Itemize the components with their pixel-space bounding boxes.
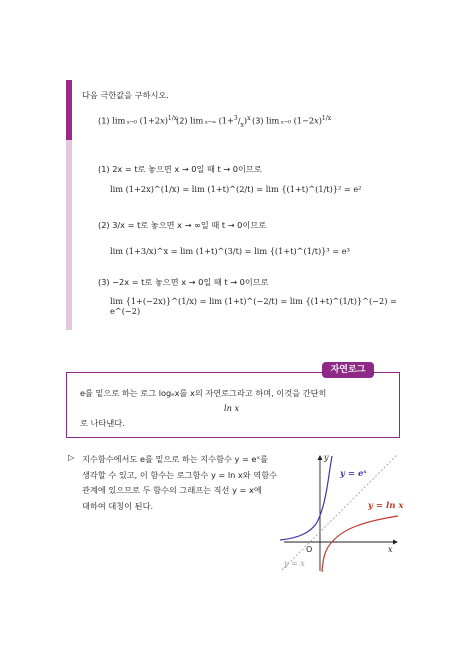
definition-formula: ln x [224, 403, 240, 413]
definition-title: 자연로그 [322, 362, 374, 378]
note-text [82, 452, 277, 514]
problem-prompt: 다음 극한값을 구하시오. [82, 90, 169, 100]
origin-label: O [306, 545, 313, 554]
solution-1-intro: (1) 2x = t로 놓으면 x → 0일 때 t → 0이므로 [98, 164, 262, 174]
x-axis-label: x [388, 545, 393, 554]
x-axis-arrow [393, 540, 398, 545]
curve-ln [322, 516, 398, 572]
solution-3-equation: lim {1+(−2x)}^(1/x) = lim (1+t)^(−2/t) = lim {(1+t)^(1/t)}^(−2) = e^(−2) [110, 296, 397, 316]
accent-bar-top [66, 80, 72, 140]
solution-2-intro: (2) 3/x = t로 놓으면 x → ∞일 때 t → 0이므로 [98, 220, 267, 230]
ln-curve-label: y = ln x [368, 501, 404, 511]
solution-2-equation: lim (1+3/x)^x = lim (1+t)^(3/t) = lim {(1+t)^(1/t)}³ = e³ [110, 246, 350, 256]
note-line-1: 지수함수에서도 e를 밑으로 하는 지수함수 y = eˣ를 [82, 454, 268, 464]
yx-line-label: y = x [284, 559, 305, 568]
solution-3-intro: (3) −2x = t로 놓으면 x → 0일 때 t → 0이므로 [98, 277, 269, 287]
y-axis-label: y [324, 453, 329, 462]
accent-bar-solution [66, 140, 72, 330]
problem-item-2: (2) lim x→∞ $(1+^3/_x)^x$ [176, 115, 251, 129]
solution-1-equation: lim (1+2x)^(1/x) = lim (1+t)^(2/t) = lim {(1+t)^(1/t)}² = e² [110, 184, 362, 194]
note-line-2: 생각할 수 있고, 이 함수는 로그함수 y = ln x와 역함수 [82, 469, 278, 480]
problem-item-1: (1) lim x→0 $(1+2x)^{1/x}$ [98, 115, 178, 126]
definition-line-2: 로 나타낸다. [80, 418, 125, 428]
note-marker: ▷ [68, 452, 75, 462]
problem-item-3: (3) lim x→0 $(1-2x)^{1/x}$ [252, 115, 332, 126]
note-line-4: 대하여 대칭이 된다. [82, 500, 154, 511]
exp-log-graph [276, 446, 406, 574]
definition-line-1: e를 밑으로 하는 로그 logₑx를 x의 자연로그라고 하며, 이것을 간단히 [80, 388, 327, 398]
exp-curve-label: y = eˣ [340, 469, 367, 479]
curve-exp [280, 456, 332, 540]
note-line-3: 관계에 있으므로 두 함수의 그래프는 직선 y = x에 [82, 485, 262, 495]
y-axis-arrow [318, 455, 323, 460]
